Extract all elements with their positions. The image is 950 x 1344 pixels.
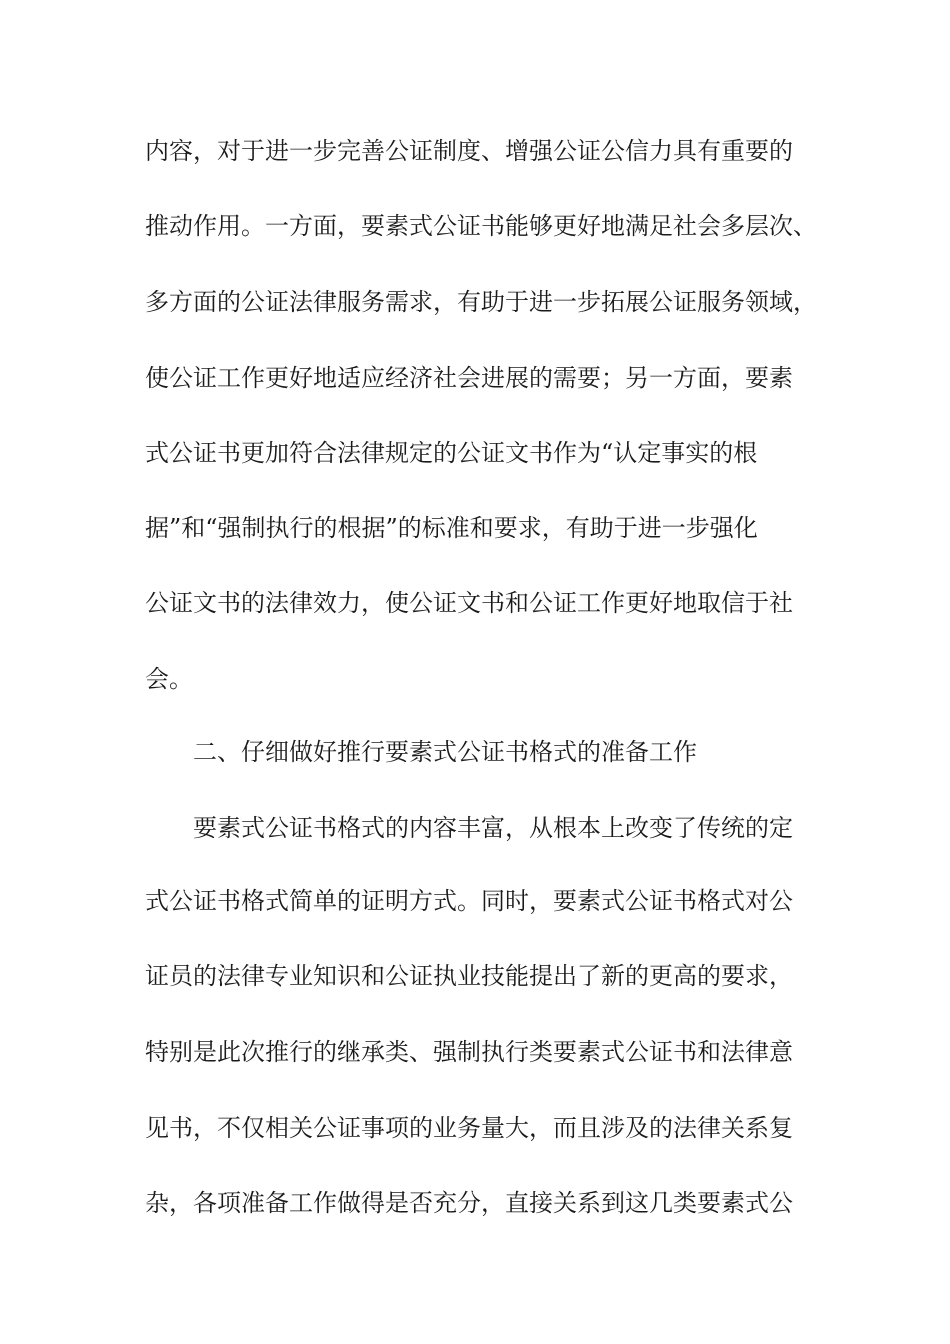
text-line: 据”和“强制执行的根据”的标准和要求，有助于进一步强化 bbox=[145, 514, 758, 542]
text-line: 使公证工作更好地适应经济社会进展的需要；另一方面，要素 bbox=[145, 364, 793, 392]
text-line: 见书，不仅相关公证事项的业务量大，而且涉及的法律关系复 bbox=[145, 1114, 793, 1142]
text-line: 推动作用。一方面，要素式公证书能够更好地满足社会多层次、 bbox=[145, 212, 817, 240]
section-heading: 二、仔细做好推行要素式公证书格式的准备工作 bbox=[193, 738, 697, 766]
text-line: 证员的法律专业知识和公证执业技能提出了新的更高的要求， bbox=[145, 962, 793, 990]
text-line: 公证文书的法律效力，使公证文书和公证工作更好地取信于社 bbox=[145, 589, 793, 617]
text-line: 多方面的公证法律服务需求，有助于进一步拓展公证服务领域， bbox=[145, 288, 817, 316]
text-line: 特别是此次推行的继承类、强制执行类要素式公证书和法律意 bbox=[145, 1038, 793, 1066]
text-line: 会。 bbox=[145, 665, 193, 693]
text-line: 式公证书更加符合法律规定的公证文书作为“认定事实的根 bbox=[145, 439, 758, 467]
text-line: 杂，各项准备工作做得是否充分，直接关系到这几类要素式公 bbox=[145, 1189, 793, 1217]
text-line: 式公证书格式简单的证明方式。同时，要素式公证书格式对公 bbox=[145, 887, 793, 915]
paragraph-first-line: 要素式公证书格式的内容丰富，从根本上改变了传统的定 bbox=[193, 814, 793, 842]
text-line: 内容，对于进一步完善公证制度、增强公证公信力具有重要的 bbox=[145, 137, 793, 165]
